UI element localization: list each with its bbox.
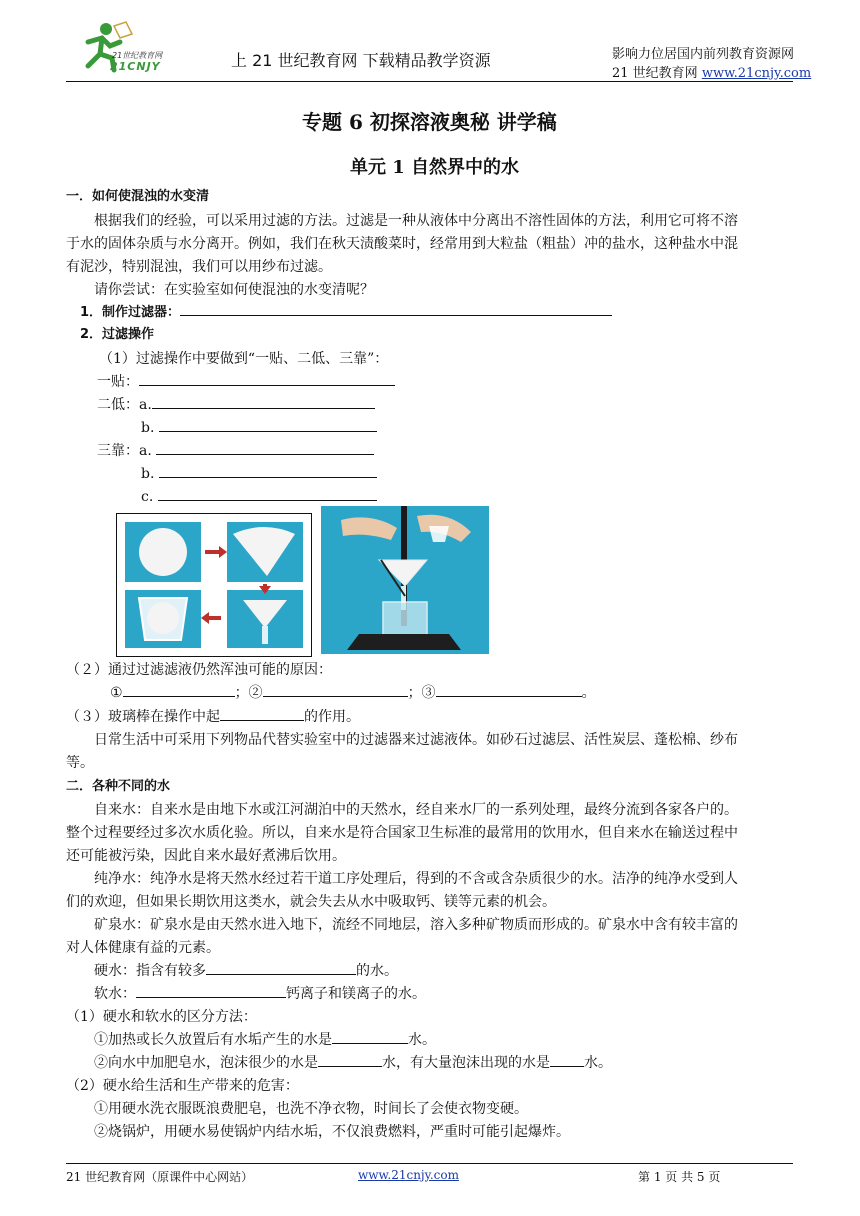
sankao-b-label: b. [141, 466, 155, 482]
section1-heading: 一．如何使混浊的水变清 [66, 189, 210, 204]
item2-label: 2．过滤操作 [80, 327, 155, 342]
erdi-b-blank[interactable] [159, 418, 377, 432]
header-right-prefix: 21 世纪教育网 [612, 66, 702, 81]
sankao-b-blank[interactable] [159, 464, 377, 478]
sankao-a-blank[interactable] [156, 441, 374, 455]
header-rule [66, 81, 793, 82]
page-title: 专题 6 初探溶液奥秘 讲学稿 [302, 110, 557, 134]
hard-blank[interactable] [206, 961, 356, 975]
sankao-c-line [141, 486, 377, 508]
soft-blank[interactable] [136, 984, 286, 998]
header-right-line2 [612, 62, 811, 81]
sub3-prefix: （３）玻璃棒在操作中起 [66, 709, 220, 725]
section2-heading: 二．各种不同的水 [66, 779, 171, 794]
sankao-label: 三靠：a. [97, 443, 152, 459]
footer-page-number: 第 1 页 共 5 页 [638, 1170, 721, 1184]
diff2-prefix: ②向水中加肥皂水，泡沫很少的水是 [94, 1055, 318, 1071]
footer-left: 21 世纪教育网（原课件中心网站） [66, 1170, 254, 1184]
sub3-suffix: 的作用。 [304, 709, 360, 725]
yitie-line [97, 371, 395, 393]
reason2-label: ；② [234, 685, 263, 701]
reason1-label: ① [110, 685, 123, 701]
reason2-blank[interactable] [263, 683, 408, 697]
diff2-blank1[interactable] [318, 1053, 382, 1067]
erdi-b-line [141, 417, 377, 439]
filter-maker-blank[interactable] [180, 302, 612, 316]
footer-site-link[interactable]: www.21cnjy.com [358, 1168, 459, 1182]
erdi-b-label: b. [141, 420, 155, 436]
filtration-setup-illustration [321, 506, 489, 654]
hard-suffix: 的水。 [356, 963, 398, 979]
unit-title: 单元 1 自然界中的水 [350, 157, 520, 178]
reason1-blank[interactable] [123, 683, 235, 697]
item1-text: 1．制作过滤器： [80, 305, 181, 320]
pure-line2: 们的欢迎，但如果长期饮用这类水，就会失去从水中吸取钙、镁等元素的机会。 [66, 894, 556, 910]
filtration-apparatus-photo [321, 506, 489, 654]
diff1-suffix: 水。 [408, 1032, 436, 1048]
sankao-b-line [141, 463, 377, 485]
diff1-line [94, 1029, 436, 1051]
harm-heading: （2）硬水给生活和生产带来的危害： [66, 1078, 299, 1094]
diff2-suffix: 水。 [584, 1055, 612, 1071]
header-right-line1: 影响力位居国内前列教育资源网 [612, 47, 795, 62]
sub3-line [66, 706, 360, 728]
reasons-period: 。 [581, 685, 596, 701]
diff2-line [94, 1052, 612, 1074]
tap-line1: 自来水：自来水是由地下水或江河湖泊中的天然水，经自来水厂的一系列处理，最终分流到各家各户的。 [94, 802, 738, 818]
reason3-label: ；③ [407, 685, 436, 701]
erdi-a-blank[interactable] [152, 395, 375, 409]
filter-folding-illustration [117, 514, 311, 656]
header-slogan: 上 21 世纪教育网 下载精品教学资源 [231, 51, 491, 70]
hard-water-line [94, 960, 398, 982]
soft-prefix: 软水： [94, 986, 136, 1002]
section1-para-line1: 根据我们的经验，可以采用过滤的方法。过滤是一种从液体中分离出不溶性固体的方法，利用它可将不溶 [94, 213, 738, 229]
sankao-c-label: c. [141, 489, 154, 505]
header-site-link[interactable]: www.21cnjy.com [701, 66, 812, 81]
erdi-a-line [97, 394, 375, 416]
mineral-line2: 对人体健康有益的元素。 [66, 940, 220, 956]
reason3-blank[interactable] [436, 683, 582, 697]
site-logo [66, 20, 176, 78]
glass-rod-blank[interactable] [220, 707, 304, 721]
harm1-line: ①用硬水洗衣服既浪费肥皂，也洗不净衣物，时间长了会使衣物变硬。 [94, 1101, 528, 1117]
section1-para-line3: 有泥沙，特别混浊，我们可以用纱布过滤。 [66, 259, 332, 275]
sankao-a-line [97, 440, 374, 462]
daily-line1: 日常生活中可采用下列物品代替实验室中的过滤器来过滤液体。如砂石过滤层、活性炭层、蓬松棉、纱布 [94, 732, 738, 748]
logo-text-bottom: 21CNJY [110, 60, 161, 73]
logo-text-top: 21世纪教育网 [112, 51, 163, 60]
diff-heading: （1）硬水和软水的区分方法： [66, 1009, 257, 1025]
sankao-c-blank[interactable] [158, 487, 377, 501]
diff1-prefix: ①加热或长久放置后有水垢产生的水是 [94, 1032, 332, 1048]
sub1-text: （1）过滤操作中要做到“一贴、二低、三靠”： [99, 351, 389, 367]
tap-line2: 整个过程要经过多次水质化验。所以，自来水是符合国家卫生标准的最常用的饮用水，但自来水在输送过程中 [66, 825, 738, 841]
tap-line3: 还可能被污染，因此自来水最好煮沸后饮用。 [66, 848, 346, 864]
erdi-label: 二低：a. [97, 397, 152, 413]
daily-line2: 等。 [66, 755, 94, 771]
section1-para-line2: 于水的固体杂质与水分离开。例如，我们在秋天渍酸菜时，经常用到大粒盐（粗盐）冲的盐水，这种盐水中混 [66, 236, 738, 252]
harm2-line: ②烧锅炉，用硬水易使锅炉内结水垢，不仅浪费燃料，严重时可能引起爆炸。 [94, 1124, 570, 1140]
turbid-reasons-line [110, 682, 596, 704]
diff2-mid: 水，有大量泡沫出现的水是 [382, 1055, 550, 1071]
sub2-text: （２）通过过滤滤液仍然浑浊可能的原因： [66, 662, 332, 678]
item1-label [80, 302, 612, 324]
diff2-blank2[interactable] [550, 1053, 584, 1067]
soft-suffix: 钙离子和镁离子的水。 [286, 986, 426, 1002]
section1-try: 请你尝试：在实验室如何使混浊的水变清呢？ [94, 282, 374, 298]
mineral-line1: 矿泉水：矿泉水是由天然水进入地下，流经不同地层，溶入多种矿物质而形成的。矿泉水中含有较丰富的 [94, 917, 738, 933]
footer-rule [66, 1163, 793, 1164]
diff1-blank[interactable] [332, 1030, 408, 1044]
pure-line1: 纯净水：纯净水是将天然水经过若干道工序处理后，得到的不含或含杂质很少的水。洁净的纯净水受到人 [94, 871, 738, 887]
soft-water-line [94, 983, 426, 1005]
hard-prefix: 硬水：指含有较多 [94, 963, 206, 979]
filter-paper-folding-figure [116, 513, 312, 657]
yitie-label: 一贴： [97, 374, 139, 390]
yitie-blank[interactable] [139, 372, 395, 386]
